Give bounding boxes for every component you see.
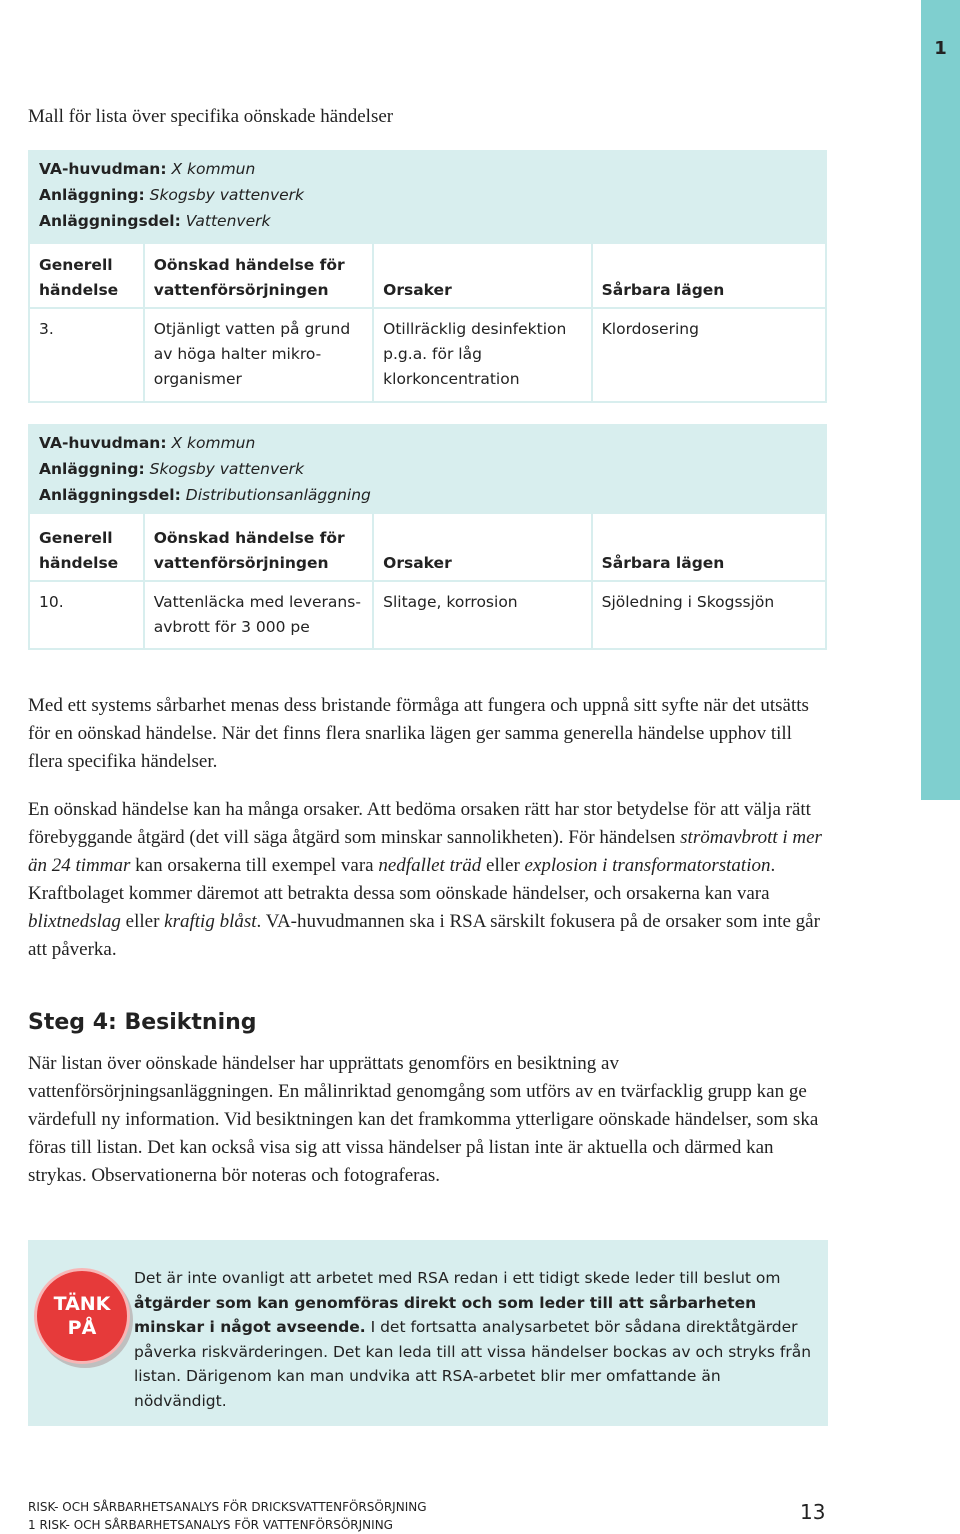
events-table-2 bbox=[28, 424, 827, 650]
section-body bbox=[28, 1050, 828, 1190]
table-cell: Vattenläcka med leverans-avbrott för 3 000 pe bbox=[145, 582, 372, 648]
table-cell: 10. bbox=[30, 582, 143, 648]
table-row bbox=[30, 582, 825, 648]
table-cell: Slitage, korrosion bbox=[374, 582, 590, 648]
badge-text: PÅ bbox=[67, 1317, 97, 1339]
table-meta bbox=[30, 426, 825, 508]
text-run: I det fortsatta analysarbetet bör sådana direktåtgärder påverka riskvärderingen. Det kan leda till att vissa händelser bockas av och stryks från listan. Därigenom kan man undvika att RSA-arbetet blir mer omfattande än nödvändigt. bbox=[134, 1318, 812, 1410]
meta-value: Vattenverk bbox=[185, 212, 271, 230]
table-cell: Otjänligt vatten på grund av höga halter mikro-organismer bbox=[145, 309, 372, 401]
table-cell: Klordosering bbox=[593, 309, 825, 401]
body-paragraph-2 bbox=[28, 796, 828, 964]
table-header-row bbox=[30, 244, 825, 307]
italic-run: nedfallet träd bbox=[378, 855, 482, 876]
tip-text bbox=[134, 1266, 814, 1413]
text-run: . VA-huvudmannen ska i RSA särskilt fokusera på de orsaker som inte går att påverka. bbox=[28, 911, 820, 960]
column-header: Orsaker bbox=[374, 514, 590, 580]
meta-label: VA-huvudman: bbox=[39, 434, 167, 452]
text-run: eller bbox=[481, 855, 525, 876]
table-cell: 3. bbox=[30, 309, 143, 401]
table-header-row bbox=[30, 514, 825, 580]
table-cell: Sjöledning i Skogssjön bbox=[593, 582, 825, 648]
text-run: eller bbox=[120, 911, 165, 932]
column-header: Generell händelse bbox=[30, 514, 143, 580]
body-paragraph-1 bbox=[28, 692, 828, 776]
text-run: En oönskad händelse kan ha många orsaker. Att bedöma orsaken rätt har stor betydelse för att välja rätt förebyggande åtgärd (det vill säga åtgärd som minskar sannolikheten). För händelsen bbox=[28, 799, 811, 848]
column-header: Oönskad händelse för vattenförsörjningen bbox=[145, 514, 372, 580]
text-run: Det är inte ovanligt att arbetet med RSA redan i ett tidigt skede leder till beslut om bbox=[134, 1269, 781, 1287]
text-run: . Kraftbolaget kommer däremot att betrakta dessa som oönskade händelser, och orsakerna kan vara bbox=[28, 855, 776, 904]
meta-label: Anläggning: bbox=[39, 186, 145, 204]
meta-label: Anläggningsdel: bbox=[39, 212, 181, 230]
table-meta bbox=[30, 152, 825, 234]
table-caption: Mall för lista över specifika oönskade händelser bbox=[28, 106, 394, 127]
column-header: Sårbara lägen bbox=[593, 244, 825, 307]
meta-label: Anläggningsdel: bbox=[39, 486, 181, 504]
column-header: Generell händelse bbox=[30, 244, 143, 307]
text-run: kan orsakerna till exempel vara bbox=[130, 855, 379, 876]
meta-value: X kommun bbox=[171, 434, 256, 452]
paragraph-text bbox=[28, 796, 828, 964]
page-number: 13 bbox=[800, 1500, 826, 1524]
column-header: Sårbara lägen bbox=[593, 514, 825, 580]
chapter-number: 1 bbox=[934, 38, 947, 59]
italic-run: blixtnedslag bbox=[28, 911, 121, 932]
meta-value: Distributionsanläggning bbox=[185, 486, 371, 504]
meta-label: Anläggning: bbox=[39, 460, 145, 478]
column-header: Orsaker bbox=[374, 244, 590, 307]
table-row bbox=[30, 309, 825, 401]
meta-value: Skogsby vattenverk bbox=[149, 460, 305, 478]
tip-box bbox=[28, 1240, 828, 1426]
events-table-1 bbox=[28, 150, 827, 403]
italic-run: kraftig blåst bbox=[164, 911, 257, 932]
section-heading: Steg 4: Besiktning bbox=[28, 1010, 257, 1035]
table-cell: Otillräcklig desinfektion p.g.a. för låg klorkoncentration bbox=[374, 309, 590, 401]
meta-value: Skogsby vattenverk bbox=[149, 186, 305, 204]
paragraph-text: Med ett systems sårbarhet menas dess bristande förmåga att fungera och uppnå sitt syfte när det utsätts för en oönskad händelse. När det finns flera snarlika lägen ger samma generella händelse upphov till flera specifika händelser. bbox=[28, 695, 809, 772]
footer-chapter: 1 RISK- OCH SÅRBARHETSANALYS FÖR VATTENFÖRSÖRJNING bbox=[28, 1518, 393, 1532]
paragraph-text: När listan över oönskade händelser har upprättats genomförs en besiktning av vattenförsörjningsanläggningen. En målinriktad genomgång som utförs av en tvärfacklig grupp kan ge värdefull ny information. Vid besiktningen kan det framkomma ytterligare oönskade händelser, som ska föras till listan. Det kan också visa sig att vissa händelser på listan inte är aktuella och därmed kan strykas. Observationerna bör noteras och fotograferas. bbox=[28, 1053, 819, 1186]
italic-run: strömavbrott i mer än 24 timmar bbox=[28, 827, 822, 876]
footer-title: RISK- OCH SÅRBARHETSANALYS FÖR DRICKSVATTENFÖRSÖRJNING bbox=[28, 1500, 427, 1514]
italic-run: explosion i transformatorstation bbox=[524, 855, 771, 876]
badge-text: TÄNK bbox=[53, 1293, 111, 1315]
meta-value: X kommun bbox=[171, 160, 256, 178]
think-badge bbox=[34, 1268, 130, 1364]
bold-run: åtgärder som kan genomföras direkt och som leder till att sårbarheten minskar i något avseende. bbox=[134, 1293, 757, 1336]
meta-label: VA-huvudman: bbox=[39, 160, 167, 178]
column-header: Oönskad händelse för vattenförsörjningen bbox=[145, 244, 372, 307]
chapter-tab bbox=[921, 0, 960, 800]
